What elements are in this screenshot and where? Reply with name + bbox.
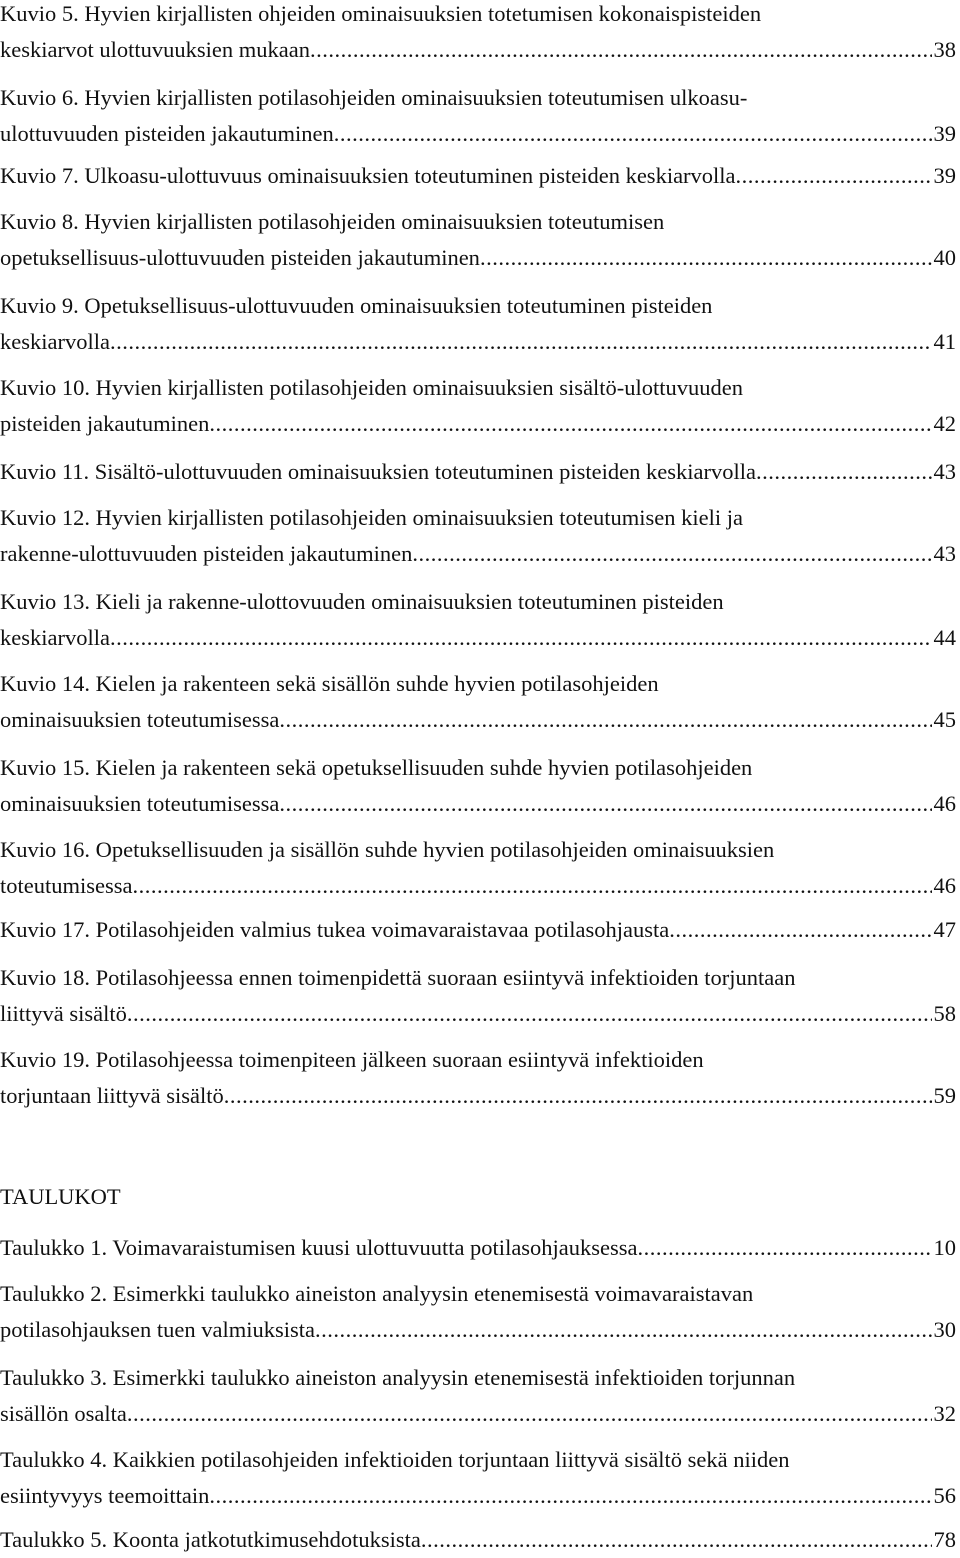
figure-entry-leader-line [0, 786, 956, 822]
figure-entry[interactable] [0, 912, 956, 948]
dot-leader [132, 868, 931, 904]
page-number: 40 [933, 245, 956, 270]
page-number: 30 [933, 1317, 956, 1342]
page-number: 78 [933, 1527, 956, 1552]
figure-entry-title-line: Kuvio 15. Kielen ja rakenteen sekä opetuksellisuuden suhde hyvien potilasohjeiden [0, 755, 753, 780]
dot-leader [412, 536, 931, 572]
page-number: 39 [933, 121, 956, 146]
figure-entry-title-line: Kuvio 19. Potilasohjeessa toimenpiteen jälkeen suoraan esiintyvä infektioiden [0, 1047, 704, 1072]
dot-leader [127, 996, 932, 1032]
page-number: 10 [933, 1235, 956, 1260]
table-entry-title-line: Taulukko 4. Kaikkien potilasohjeiden infektioiden torjuntaan liittyvä sisältö sekä niiden [0, 1447, 790, 1472]
dot-leader [110, 324, 932, 360]
tables-heading: TAULUKOT [0, 1184, 121, 1209]
figure-entry-leader-line [0, 158, 956, 194]
page-number: 32 [933, 1401, 956, 1426]
figure-entry[interactable] [0, 370, 956, 442]
dot-leader [480, 240, 932, 276]
table-entry-title-line: Taulukko 2. Esimerkki taulukko aineiston analyysin etenemisestä voimavaraistavan [0, 1281, 754, 1306]
page-number: 42 [933, 411, 956, 436]
figure-entry-text: ominaisuuksien toteutumisessa [0, 791, 280, 816]
table-entry-leader-line [0, 1230, 956, 1266]
dot-leader [209, 406, 931, 442]
dot-leader [310, 32, 932, 68]
figure-entry-text: ulottuvuuden pisteiden jakautuminen [0, 121, 334, 146]
figure-entry-leader-line [0, 32, 956, 68]
figure-entry-text: keskiarvolla [0, 329, 110, 354]
table-entry-text: esiintyvyys teemoittain [0, 1483, 210, 1508]
figure-entry-title-line: Kuvio 12. Hyvien kirjallisten potilasohjeiden ominaisuuksien toteutumisen kieli ja [0, 505, 744, 530]
dot-leader [638, 1230, 932, 1266]
figure-entry[interactable] [0, 158, 956, 194]
page-number: 38 [933, 37, 956, 62]
figure-entry-leader-line [0, 912, 956, 948]
figure-entry[interactable] [0, 750, 956, 822]
dot-leader [110, 620, 932, 656]
figure-entry-leader-line [0, 996, 956, 1032]
figure-entry-text: Kuvio 17. Potilasohjeiden valmius tukea voimavaraistavaa potilasohjausta [0, 917, 670, 942]
page-number: 59 [933, 1083, 956, 1108]
figure-entry-title-line: Kuvio 16. Opetuksellisuuden ja sisällön suhde hyvien potilasohjeiden ominaisuuksien [0, 837, 775, 862]
figure-entry[interactable] [0, 454, 956, 490]
table-entry-text: potilasohjauksen tuen valmiuksista [0, 1317, 315, 1342]
figure-entry-text: opetuksellisuus-ulottuvuuden pisteiden jakautuminen [0, 245, 480, 270]
dot-leader [421, 1522, 932, 1558]
figure-entry-title-line: Kuvio 10. Hyvien kirjallisten potilasohjeiden ominaisuuksien sisältö-ulottuvuuden [0, 375, 744, 400]
dot-leader [736, 158, 932, 194]
figure-entry[interactable] [0, 960, 956, 1032]
page-number: 43 [933, 541, 956, 566]
table-entry[interactable] [0, 1230, 956, 1266]
page-number: 46 [933, 791, 956, 816]
page-number: 41 [933, 329, 956, 354]
figure-entry-title-line: Kuvio 14. Kielen ja rakenteen sekä sisällön suhde hyvien potilasohjeiden [0, 671, 659, 696]
page-number: 56 [933, 1483, 956, 1508]
figure-entry-leader-line [0, 240, 956, 276]
page-number: 43 [933, 459, 956, 484]
dot-leader [669, 912, 931, 948]
figure-entry[interactable] [0, 204, 956, 276]
figure-entry-title-line: Kuvio 9. Opetuksellisuus-ulottuvuuden ominaisuuksien toteutuminen pisteiden [0, 293, 713, 318]
table-entry-leader-line [0, 1478, 956, 1514]
table-entry-leader-line [0, 1312, 956, 1348]
figure-entry[interactable] [0, 0, 956, 68]
dot-leader [334, 116, 932, 152]
figure-entry-title-line: Kuvio 18. Potilasohjeessa ennen toimenpidettä suoraan esiintyvä infektioiden torjuntaan [0, 965, 796, 990]
figure-entry-text: pisteiden jakautuminen [0, 411, 210, 436]
figure-entry-leader-line [0, 324, 956, 360]
table-entry-text: Taulukko 1. Voimavaraistumisen kuusi ulottuvuutta potilasohjauksessa [0, 1235, 638, 1260]
dot-leader [209, 1478, 931, 1514]
dot-leader [279, 702, 931, 738]
table-entry-text: Taulukko 5. Koonta jatkotutkimusehdotuksista [0, 1527, 421, 1552]
table-entry-title-line: Taulukko 3. Esimerkki taulukko aineiston analyysin etenemisestä infektioiden torjunnan [0, 1365, 796, 1390]
figure-entry-text: Kuvio 7. Ulkoasu-ulottuvuus ominaisuuksien toteutuminen pisteiden keskiarvolla [0, 163, 736, 188]
table-entry[interactable] [0, 1442, 956, 1514]
figure-entry-text: toteutumisessa [0, 873, 133, 898]
figure-entry-leader-line [0, 1078, 956, 1114]
figure-entry-leader-line [0, 116, 956, 152]
table-entry[interactable] [0, 1522, 956, 1558]
figure-entry-leader-line [0, 406, 956, 442]
figure-entry[interactable] [0, 666, 956, 738]
table-entry[interactable] [0, 1360, 956, 1432]
page-number: 58 [933, 1001, 956, 1026]
figure-entry[interactable] [0, 832, 956, 904]
figure-entry[interactable] [0, 584, 956, 656]
figure-entry-text: keskiarvot ulottuvuuksien mukaan [0, 37, 310, 62]
table-entry-leader-line [0, 1522, 956, 1558]
figure-entry-title-line: Kuvio 5. Hyvien kirjallisten ohjeiden ominaisuuksien totetumisen kokonaispisteiden [0, 1, 762, 26]
figure-entry-title-line: Kuvio 13. Kieli ja rakenne-ulottovuuden ominaisuuksien toteutuminen pisteiden [0, 589, 724, 614]
dot-leader [315, 1312, 932, 1348]
dot-leader [756, 454, 932, 490]
figure-entry-text: Kuvio 11. Sisältö-ulottuvuuden ominaisuuksien toteutuminen pisteiden keskiarvolla [0, 459, 756, 484]
figure-entry-leader-line [0, 454, 956, 490]
figure-entry-leader-line [0, 868, 956, 904]
figure-entry-text: keskiarvolla [0, 625, 110, 650]
figure-entry-text: torjuntaan liittyvä sisältö [0, 1083, 224, 1108]
figure-entry[interactable] [0, 288, 956, 360]
figure-entry-leader-line [0, 620, 956, 656]
figure-entry-leader-line [0, 702, 956, 738]
figure-entry[interactable] [0, 80, 956, 152]
dot-leader [279, 786, 931, 822]
figure-entry-title-line: Kuvio 8. Hyvien kirjallisten potilasohjeiden ominaisuuksien toteutumisen [0, 209, 665, 234]
figure-entry-leader-line [0, 536, 956, 572]
figure-entry-title-line: Kuvio 6. Hyvien kirjallisten potilasohjeiden ominaisuuksien toteutumisen ulkoasu- [0, 85, 748, 110]
figure-entry-text: ominaisuuksien toteutumisessa [0, 707, 280, 732]
table-entry-leader-line [0, 1396, 956, 1432]
page-number: 45 [933, 707, 956, 732]
figure-entry-text: liittyvä sisältö [0, 1001, 127, 1026]
page-number: 46 [933, 873, 956, 898]
figure-entry[interactable] [0, 500, 956, 572]
page-number: 44 [933, 625, 956, 650]
page-number: 39 [933, 163, 956, 188]
figure-entry[interactable] [0, 1042, 956, 1114]
table-entry[interactable] [0, 1276, 956, 1348]
dot-leader [127, 1396, 932, 1432]
dot-leader [224, 1078, 932, 1114]
page-number: 47 [933, 917, 956, 942]
figure-entry-text: rakenne-ulottuvuuden pisteiden jakautuminen [0, 541, 413, 566]
table-entry-text: sisällön osalta [0, 1401, 127, 1426]
